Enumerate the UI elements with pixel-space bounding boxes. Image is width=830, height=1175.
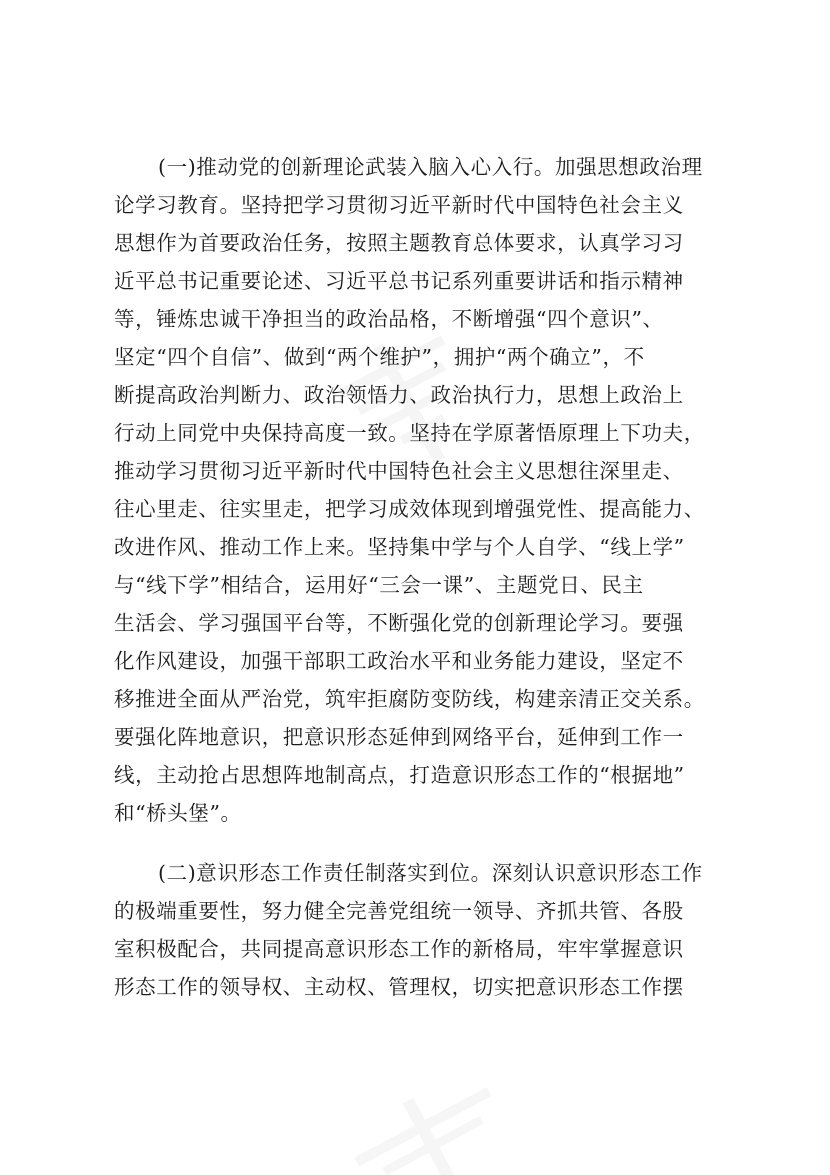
paragraph-line: 改进作风、推动工作上来。坚持集中学与个人自学、“线上学”: [114, 535, 685, 559]
paragraph-line: 的极端重要性，努力健全完善党组统一领导、齐抓共管、各股: [114, 899, 684, 923]
paragraph-line: 化作风建设，加强干部职工政治水平和业务能力建设，坚定不: [114, 649, 684, 673]
paragraph-line: 推动学习贯彻习近平新时代中国特色社会主义思想往深里走、: [114, 459, 684, 483]
paragraph-line: 等，锤炼忠诚干净担当的政治品格，不断增强“四个意识”、: [114, 307, 664, 331]
watermark-icon: [325, 1080, 535, 1175]
paragraph-line: 形态工作的领导权、主动权、管理权，切实把意识形态工作摆: [114, 975, 684, 999]
paragraph-line: 行动上同党中央保持高度一致。坚持在学原著悟原理上下功夫，: [114, 421, 705, 445]
paragraph-line: (二)意识形态工作责任制落实到位。深刻认识意识形态工作: [158, 861, 703, 885]
paragraph-line: 断提高政治判断力、政治领悟力、政治执行力，思想上政治上: [114, 383, 684, 407]
paragraph-line: 室积极配合，共同提高意识形态工作的新格局，牢牢掌握意识: [114, 937, 684, 961]
paragraph-line: (一)推动党的创新理论武装入脑入心入行。加强思想政治理: [158, 155, 703, 179]
paragraph-line: 和“桥头堡”。: [114, 801, 242, 825]
paragraph-line: 与“线下学”相结合，运用好“三会一课”、主题党日、民主: [114, 573, 644, 597]
paragraph-line: 线，主动抢占思想阵地制高点，打造意识形态工作的“根据地”: [114, 763, 685, 787]
paragraph-line: 近平总书记重要论述、习近平总书记系列重要讲话和指示精神: [114, 269, 684, 293]
paragraph-line: 要强化阵地意识，把意识形态延伸到网络平台，延伸到工作一: [114, 725, 684, 749]
paragraph-line: 往心里走、往实里走，把学习成效体现到增强党性、提高能力、: [114, 497, 705, 521]
paragraph-line: 思想作为首要政治任务，按照主题教育总体要求，认真学习习: [114, 231, 684, 255]
paragraph-line: 移推进全面从严治党，筑牢拒腐防变防线，构建亲清正交关系。: [114, 687, 705, 711]
paragraph-line: 坚定“四个自信”、做到“两个维护”，拥护“两个确立”，不: [114, 345, 645, 369]
paragraph-line: 论学习教育。坚持把学习贯彻习近平新时代中国特色社会主义: [114, 193, 684, 217]
paragraph-line: 生活会、学习强国平台等，不断强化党的创新理论学习。要强: [114, 611, 684, 635]
